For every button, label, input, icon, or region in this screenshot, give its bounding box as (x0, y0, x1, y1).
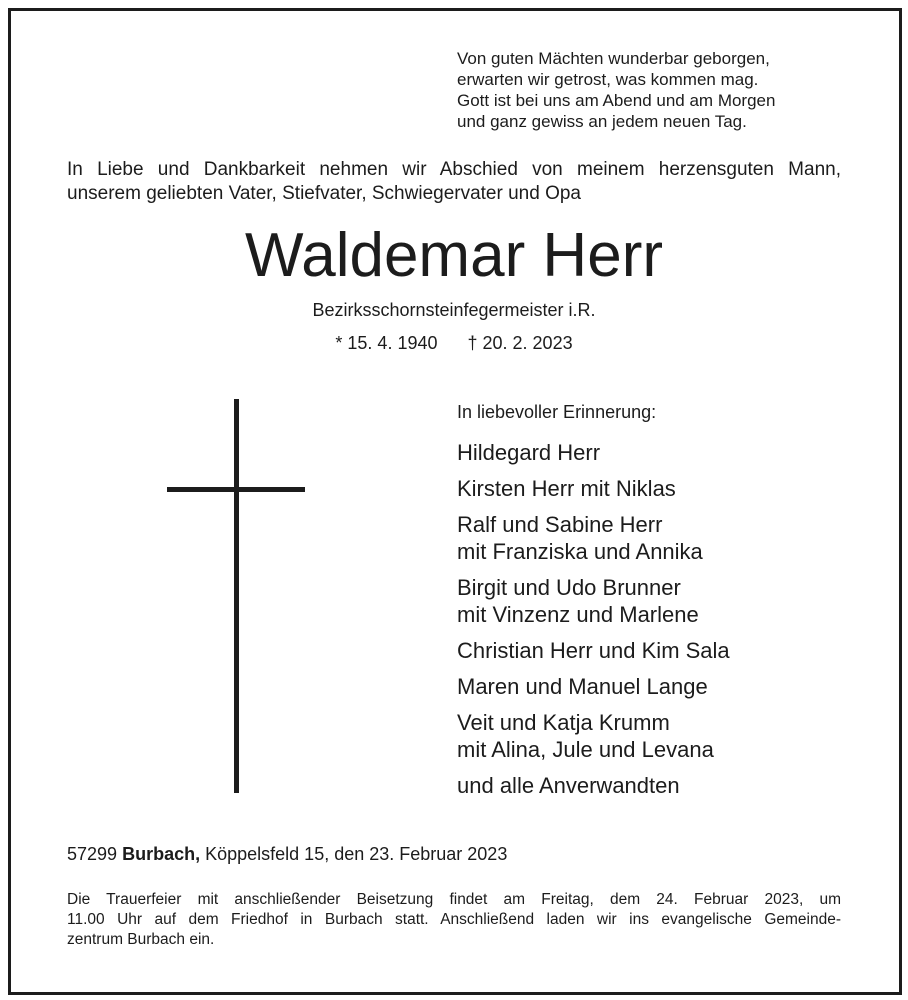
mourner-line: Ralf und Sabine Herr (457, 512, 663, 537)
funeral-line: 11.00 Uhr auf dem Friedhof in Burbach statt. Anschließend laden wir ins evangelische Gemeinde- (67, 911, 841, 928)
zip-code: 57299 (67, 844, 118, 864)
mourner-line: mit Vinzenz und Marlene (457, 602, 699, 627)
mourner-line: Maren und Manuel Lange (457, 674, 708, 699)
poem-line: erwarten wir getrost, was kommen mag. (457, 70, 759, 89)
mourner-line: Veit und Katja Krumm (457, 710, 670, 735)
death-date: † 20. 2. 2023 (467, 333, 573, 353)
mourner-entry (457, 475, 877, 502)
intro-line: In Liebe und Dankbarkeit nehmen wir Abschied von meinem herzensguten Mann, (67, 159, 841, 180)
mourner-line: mit Franziska und Annika (457, 539, 703, 564)
mourner-entry (457, 574, 877, 628)
funeral-line: zentrum Burbach ein. (67, 931, 215, 948)
mourner-entry (457, 637, 877, 664)
intro-line: unserem geliebten Vater, Stiefvater, Schwiegervater und Opa (67, 183, 582, 204)
mourner-line: Kirsten Herr mit Niklas (457, 476, 676, 501)
birth-date: * 15. 4. 1940 (335, 333, 438, 353)
poem-line: Gott ist bei uns am Abend und am Morgen (457, 91, 776, 110)
mourner-entry (457, 772, 877, 799)
cross-icon-bar (167, 487, 305, 492)
memory-label: In liebevoller Erinnerung: (457, 402, 657, 422)
cross-icon (234, 399, 239, 793)
address-date: Köppelsfeld 15, den 23. Februar 2023 (205, 844, 508, 864)
intro-text (67, 158, 841, 206)
deceased-name: Waldemar Herr (245, 221, 663, 290)
place-date-line (67, 842, 507, 866)
mourner-line: Birgit und Udo Brunner (457, 575, 681, 600)
funeral-info (67, 890, 841, 950)
mourner-line: Christian Herr und Kim Sala (457, 638, 730, 663)
poem-line: Von guten Mächten wunderbar geborgen, (457, 49, 770, 68)
mourner-entry (457, 439, 877, 466)
mourner-list (457, 439, 877, 808)
mourner-entry (457, 511, 877, 565)
mourner-line: Hildegard Herr (457, 440, 601, 465)
poem (457, 48, 857, 132)
mourner-entry (457, 673, 877, 700)
mourner-entry (457, 709, 877, 763)
poem-line: und ganz gewiss an jedem neuen Tag. (457, 112, 747, 131)
city-name: Burbach, (122, 844, 201, 864)
life-dates (0, 331, 908, 355)
deceased-title: Bezirksschornsteinfegermeister i.R. (312, 300, 596, 320)
mourner-line: mit Alina, Jule und Levana (457, 737, 714, 762)
mourner-line: und alle Anverwandten (457, 773, 680, 798)
funeral-line: Die Trauerfeier mit anschließender Beisetzung findet am Freitag, dem 24. Februar 2023, um (67, 891, 841, 908)
